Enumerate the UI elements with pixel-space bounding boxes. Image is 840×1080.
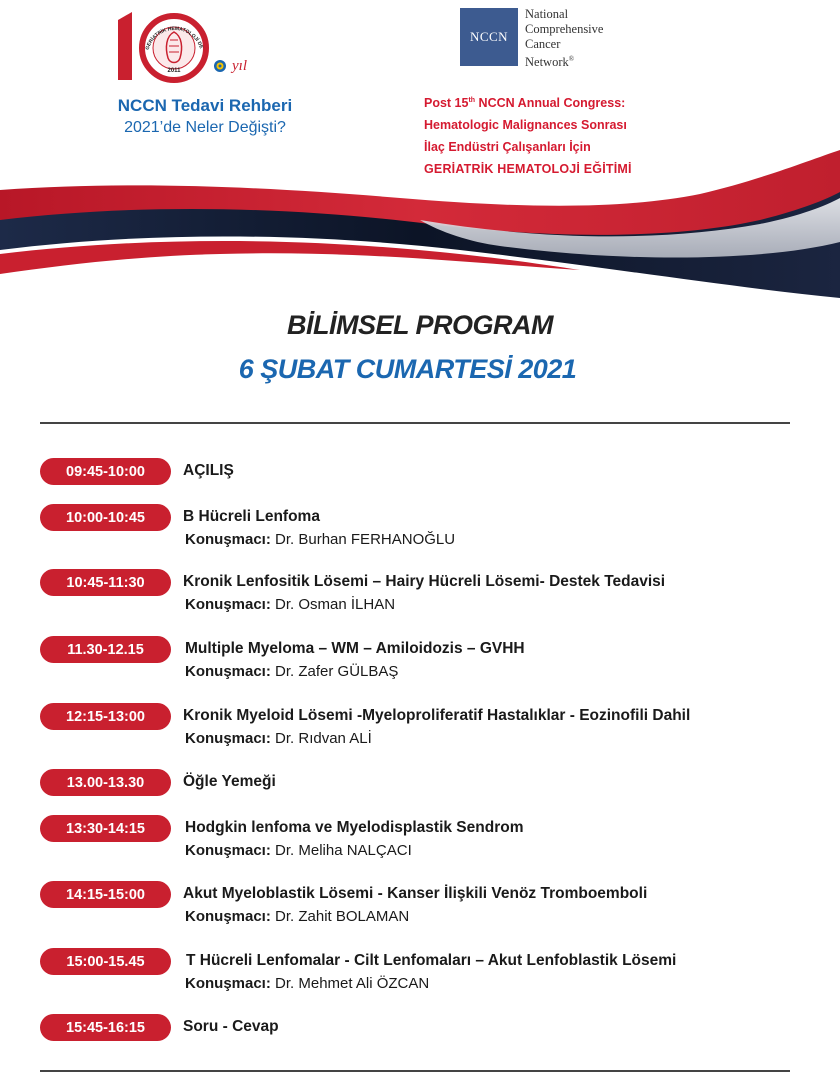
top-divider	[40, 422, 790, 424]
nccn-name-line: Network®	[525, 55, 575, 70]
session-speaker: Konuşmacı: Dr. Rıdvan ALİ	[185, 730, 372, 747]
bottom-divider	[40, 1070, 790, 1072]
nccn-name-line: Comprehensive	[525, 22, 604, 36]
event-title: NCCN Tedavi Rehberi	[117, 96, 293, 115]
nccn-logo-name	[525, 7, 635, 70]
session-title: Multiple Myeloma – WM – Amiloidozis – GVHH	[185, 640, 525, 657]
session-title: T Hücreli Lenfomalar - Cilt Lenfomaları – Akut Lenfoblastik Lösemi	[186, 952, 677, 969]
program-title: BİLİMSEL PROGRAM	[286, 310, 553, 340]
session-title: Kronik Myeloid Lösemi -Myeloproliferatif Hastalıklar - Eozinofili Dahil	[183, 707, 691, 724]
session-speaker: Konuşmacı: Dr. Osman İLHAN	[185, 596, 396, 613]
program-date: 6 ŞUBAT CUMARTESİ 2021	[238, 354, 577, 384]
session-title: Öğle Yemeği	[183, 773, 276, 790]
nccn-logo	[460, 8, 630, 70]
nccn-name-line: National	[525, 7, 569, 21]
event-title-block	[40, 95, 370, 139]
session-time-badge: 11.30-12.15	[40, 636, 171, 663]
congress-line-2: Hematologic Malignances Sonrası	[424, 118, 627, 132]
session-title: Hodgkin lenfoma ve Myelodisplastik Sendrom	[185, 819, 524, 836]
session-time-badge: 13:30-14:15	[40, 815, 171, 842]
nccn-logo-box: NCCN	[460, 8, 518, 66]
session-time-badge: 12:15-13:00	[40, 703, 171, 730]
session-speaker: Konuşmacı: Dr. Burhan FERHANOĞLU	[185, 531, 456, 548]
session-title: Soru - Cevap	[183, 1018, 279, 1035]
session-item	[40, 458, 800, 508]
session-time-badge: 13.00-13.30	[40, 769, 171, 796]
event-subtitle: 2021’de Neler Değişti?	[124, 119, 286, 136]
session-item	[40, 948, 800, 998]
session-speaker: Konuşmacı: Dr. Zahit BOLAMAN	[185, 908, 410, 925]
session-item	[40, 1014, 800, 1064]
session-time-badge: 15:00-15.45	[40, 948, 171, 975]
session-time-badge: 10:45-11:30	[40, 569, 171, 596]
logo-year: 2011	[167, 68, 181, 74]
logo-society-text: GERİATRİK HEMATOLOJİ DE	[144, 25, 205, 51]
anniversary-logo	[112, 8, 292, 88]
session-item	[40, 569, 800, 619]
session-item	[40, 636, 800, 686]
session-speaker: Konuşmacı: Dr. Zafer GÜLBAŞ	[185, 663, 399, 680]
logo-yil-text: yıl	[232, 58, 247, 74]
session-time-badge: 15:45-16:15	[40, 1014, 171, 1041]
session-item	[40, 504, 800, 554]
session-item	[40, 881, 800, 931]
session-title: Kronik Lenfositik Lösemi – Hairy Hücreli Lösemi- Destek Tedavisi	[183, 573, 666, 590]
congress-line-1: Post 15th NCCN Annual Congress:	[424, 96, 626, 110]
session-item	[40, 815, 800, 865]
session-item	[40, 769, 800, 819]
nccn-name-line: Cancer	[525, 37, 561, 51]
registered-mark: ®	[568, 55, 575, 63]
session-item	[40, 703, 800, 753]
congress-line-4: GERİATRİK HEMATOLOJİ EĞİTİMİ	[424, 162, 632, 176]
session-title: Akut Myeloblastik Lösemi - Kanser İlişkili Venöz Tromboemboli	[183, 885, 648, 902]
session-speaker: Konuşmacı: Dr. Meliha NALÇACI	[185, 842, 412, 859]
congress-line-3: İlaç Endüstri Çalışanları İçin	[424, 140, 591, 154]
decorative-wave-band	[0, 150, 840, 310]
session-time-badge: 14:15-15:00	[40, 881, 171, 908]
session-time-badge: 09:45-10:00	[40, 458, 171, 485]
session-title: B Hücreli Lenfoma	[183, 508, 320, 525]
session-speaker: Konuşmacı: Dr. Mehmet Ali ÖZCAN	[185, 975, 430, 992]
session-title: AÇILIŞ	[183, 462, 234, 479]
superscript-th: th	[468, 97, 476, 104]
session-time-badge: 10:00-10:45	[40, 504, 171, 531]
